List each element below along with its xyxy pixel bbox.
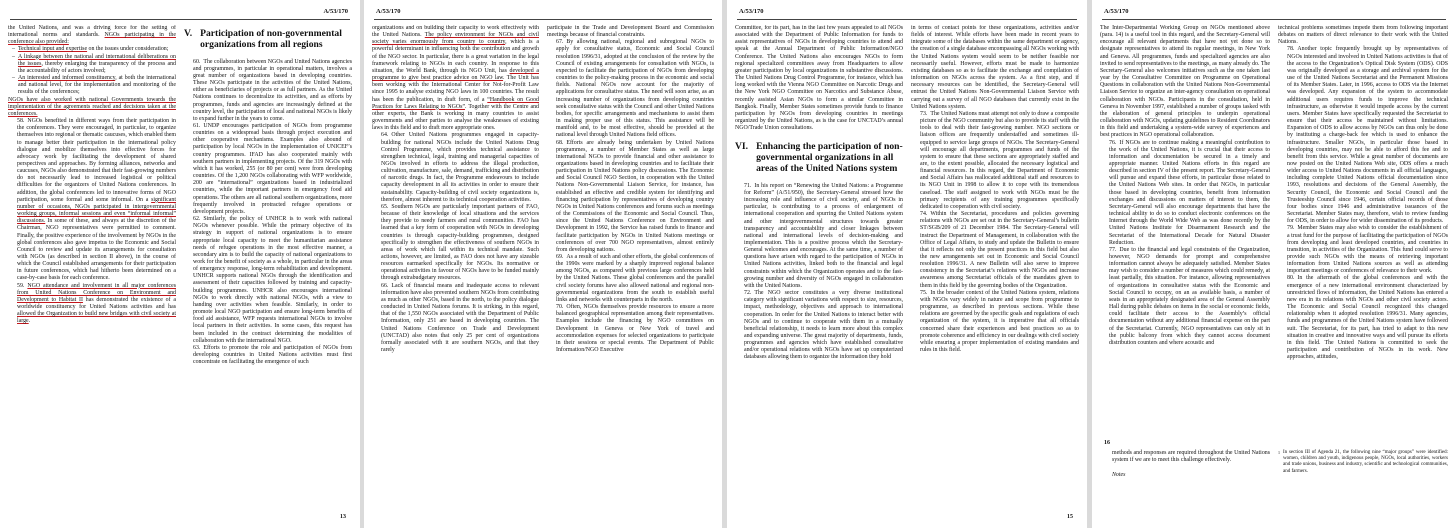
page-14-column-left (372, 25, 539, 508)
paragraph-65: 65. Southern NGOs are particularly important partners of FAO, because of their knowledge of local situations and the services they provide to needy farmers and rural communities. FAO has learned that a key form of cooperation with NGOs in developing countries is through capacity-building programmes, designed specifically to strengthen the effectiveness of southern NGOs in areas of work which fall within its technical mandate. Such actions, however, are limited, as FAO does not have any sizeable resources earmarked specifically for NGOs. Its normative or operational activities in favour of NGOs have to be funded mainly through extrabudgetary resources. (381, 203, 539, 282)
paragraph-76: 76. If NGOs are to continue making a meaningful contribution to the work of the United Nations, it is crucial that their access to information and documentation be secured in a timely and appropriate manner. United Nations efforts in this regard are described in section IV of the present report. The Secretary-General will pursue and expand these efforts, in particular those related to the United Nations Web sites. In order that NGOs, in particular those based in developing countries, benefit from information exchanges and discussions on matters of interest to them, the Secretary-General will also encourage departments that have the technical ability to do so to conduct electronic conferences on the Internet through the World Wide Web as was done recently by the United Nations Institute for Disarmament Research and the Secretariat of the International Decade for Natural Disaster Reduction. (1109, 139, 1270, 246)
paragraph-63-continued: organizations and on building their capacity to work effectively with the United Nations. The policy environment for NGOs and civil society varies enormously from country to country, which is a powerful determinant in influencing both the contribution and growth of the NGO sector. In particular, there is a great variation in the legal framework relating to NGOs in each country. In response to this situation, the World Bank, through its NGO Unit, has developed a programme to give best practice advice on NGO law. The Unit has been working with the International Center for Not-for-Profit Law since 1995 to analyse existing NGO laws in 100 countries. The result has been the publication, in draft form, of a “Handbook on Good Practices for Laws Relating to NGOs”. Together with the Centre and other experts, the Bank is working in many countries to assist governments and other parties to analyse the weaknesses of existing laws in this field and to draft more appropriate ones. (372, 25, 539, 132)
page-number: 15 (1067, 514, 1073, 520)
paragraph-58: 58. NGOs benefited in different ways from their participation in the conferences. They were encouraged, in particular, to organize themselves into regional or thematic caucuses, which enabled them to manage better their participation in the international policy dialogue and mobilize themselves into effective forces for advocacy work by facilitating the development of shared perspectives and approaches. By forming alliances, networks and caucuses, NGOs also demonstrated that their fast-growing numbers do not necessarily lead to increased logistical or political difficulties for the organizers of United Nations conferences. In addition, the global conferences led to innovative forms of NGO participation, some formal and some informal. On a significant number of occasions, NGOs participated in intergovernmental working groups, informal sessions and even “informal informal” discussions. In some of these, and always at the discretion of the Chairman, NGO representatives were permitted to comment. Finally, the positive experience of the involvement by NGOs in the global conferences also gave impetus to the Economic and Social Council to review and update its arrangements for consultation with NGOs (as described in section II above), in the course of which the Council established arrangements for their participation in future conferences, which had hitherto been determined on a case-by-case basis for each conference. (17, 118, 176, 282)
page-16-column-left (1100, 25, 1270, 434)
paragraph-80-end: methods and responses are required throughout the United Nations system if we are to meet this challenge effectively. (1112, 450, 1270, 464)
page-14 (364, 0, 722, 528)
paragraph-63: 63. Efforts to promote the role and participation of NGOs from developing countries in United Nations activities must first concentrate on facilitating the emergence of such (193, 344, 352, 366)
paragraph-62: 62. Similarly, the policy of UNHCR is to work with national NGOs whenever possible. While the primary objective of its strategy in support of national organizations is to ensure appropriate local capacity to meet the humanitarian assistance needs of refugee operations in the most effective manner, a secondary aim is to build the capacity of national organizations to work for the benefit of society as a whole, in particular in the areas of emergency response, long-term rehabilitation and development. UNHCR supports national NGOs through the identification and assessment of their capacities followed by training and capacity-building programmes. UNHCR also encourages international NGOs to work directly with national NGOs, with a view to handing over activities when feasible. Similarly, in order to promote local NGO participation and ensure long-term benefits of food aid assistance, WFP requests international NGOs to involve local partners in their activities. In some cases, this request has been included in the contract determining the modalities of collaboration with the international NGO. (193, 216, 352, 344)
highlight: NGOs have also worked with national Governments towards the implementation of the agreements reached and decisions taken at the conferences. (8, 96, 176, 117)
footnote-text: In section III of Agenda 21, the following nine “major groups” were identified: women, children and youth, indigenous people, NGOs, local authorities, workers and trade unions, business and industry, scientific and technological communities, and farmers. (1283, 450, 1448, 474)
section-heading: V. Participation of non-governmental organizations from all regions (184, 28, 342, 50)
paragraph-57-continued: the United Nations, and was a driving force for the setting of international norms and standards. NGOs participating in the conference also provided: (8, 25, 176, 46)
page-number: 13 (340, 514, 346, 520)
dash-bullet-icon: – (12, 53, 15, 60)
list-item: – A linkage between the national and international deliberations on the issues, thereby enlarging the transparency of the process and the accountability of actors involved; (12, 53, 176, 74)
dash-bullet-icon: – (12, 75, 15, 82)
paragraph-69: 69. As a result of such and other efforts, the global conferences of the 1990s were marked by a sharply improved regional balance among NGOs, as compared with previous large conferences held by the United Nations. These global conferences and the parallel civil society forums have also allowed national and regional non-governmental organizations from the south to establish useful links and networks with counterparts in the north. (556, 254, 714, 303)
paragraph-71: 71. In his report on “Renewing the United Nations: a Programme for Reform” (A/51/950), the Secretary-General stressed how the increasing role and influence of civil society, and of NGOs in particular, is contributing to a process of enlargement of international cooperation and spurring the United Nations system and other intergovernmental structures towards greater transparency and accountability and closer linkages between national and international levels of decision-making and implementation. This is a positive process which the Secretary-General welcomes and encourages. At the same time, a number of questions have arisen with regard to the participation of NGOs in United Nations activities, linked both to the financial and legal constraints within which the Organization operates and to the fast-growing number and diversity of NGOs engaged in collaboration with the United Nations. (744, 182, 903, 289)
footnote (1278, 440, 1448, 475)
page-13-column-left (8, 25, 176, 508)
page-13-column-right (184, 25, 352, 508)
paragraph-80: 80. In the aftermath of the global conferences and with the emergence of a new international environment characterized by unrestricted flows of information, the United Nations has entered a new era in its relations with NGOs and other civil society actors. The Economic and Social Council recognized this changed relationship when it adopted resolution 1996/31. Many agencies, funds and programmes of the United Nations system have followed suit. The Secretariat, for its part, has tried to adapt to this new situation in creative and innovative ways and will pursue its efforts in this field. The United Nations is committed to seek the participation and contribution of NGOs in its work. New approaches, attitudes, (1287, 275, 1448, 361)
section-heading: VI. Enhancing the participation of non-governmental organizations in all areas of the United Nations system (735, 141, 903, 174)
page-16-bottom-left (1100, 440, 1270, 528)
document-symbol: A/53/170 (376, 8, 401, 15)
paragraph-67: 67. By allowing national, regional and subregional NGOs to apply for consultative status, Economic and Social Council resolution 1996/31, adopted at the conclusion of the review by the Council of existing arrangements for consultation with NGOs, is expected to facilitate the participation of NGOs from developing countries to the policy-making process in the economic and social fields. National NGOs now account for the majority of applications for consultative status. The need will soon arise, as an increasing number of organizations from developing countries seek consultative status with the Council and other United Nations bodies, for specific arrangements and mechanisms to assist them in making proper use of this status. This assistance will be manifold and, to be most effective, should be provided at the national level through United Nations field offices. (556, 39, 714, 139)
paragraph-79: 79. Member States may also wish to consider the establishment of a trust fund for the purpose of facilitating the participation of NGOs from developing and least developed countries, and countries in transition, in activities of the Organization. This fund could serve to provide such NGOs with the means of retrieving important information from United Nations sources as well as attending important meetings or conferences of relevance to their work. (1287, 225, 1448, 275)
list-item: – Technical input and expertise on the issues under consideration; (12, 46, 169, 53)
paragraph-66-continued: participate in the Trade and Development Board and Commission meetings because of financial constraints. (547, 25, 714, 39)
highlight: The policy environment for NGOs and civil society varies enormously from country to country (372, 32, 539, 46)
paragraph-77-continued: technical problems sometimes impede them from following important debates on matters of direct relevance to their work with the United Nations. (1278, 25, 1448, 46)
page-15-column-right (911, 25, 1079, 508)
header-rule (374, 19, 712, 20)
notes-heading: Notes (1112, 472, 1126, 479)
page-number: 16 (1104, 440, 1110, 446)
highlight: “Handbook on Good Practices for Laws Relating to NGOs” (372, 96, 539, 110)
paragraph-78: 78. Another topic frequently brought up by representatives of NGOs interested and involved in United Nations activities is that of the access to the Organization’s Optical Disk System (ODS). ODS was originally developed as a storage and archival system for the use of the United Nations Secretariat and the Permanent Missions of its Member States. Later, in 1996, access to ODS via the Internet was developed. Any expansion of the system to accommodate additional users requires funds to improve the technical infrastructure, as otherwise it would impede access by the current users. Member States have specifically requested the Secretariat to ensure that their access be maintained without limitations. Expansion of ODS to allow access by NGOs can thus only be done by instituting a charge-back fee which is used to enhance the infrastructure. Smaller NGOs, in particular those based in developing countries, may not be able to afford this fee and to benefit from this service. While a great number of documents are now posted on the United Nations Web site, ODS offers a much wider access to United Nations documents in all official languages, including complete United Nations official documentation since 1993, resolutions and decisions of the General Assembly, the Security Council, the Economic and Social Council and the Trusteeship Council since 1946, certain official records of those four bodies since 1946 and administrative issuances of the Secretariat. Member States may, therefore, wish to review funding for ODS, in order to allow for wider dissemination of its products. (1287, 46, 1448, 225)
highlight: NGOs participating in the conference also provided: (8, 32, 176, 46)
paragraph-70-continued: Committee, for its part, has in the last few years appealed to all NGOs associated with the Department of Public Information for funds to assist representatives of NGOs in developing countries to attend and speak at the Annual Department of Public Information/NGO Conference. The United Nations also encourages NGOs to form regional specialized committees away from Headquarters to allow greater participation by local organizations in substantive discussions. The United Nations Drug Control Programme, for instance, which has long worked with the Vienna NGO Committee on Narcotic Drugs and the New York NGO Committee on Narcotics and Substance Abuse, recently assisted Asian NGOs to form a similar Committee in Bangkok. Finally, Member States sometimes provide funds to finance participation by NGOs from developing countries in meetings organized by the United Nations, as is the case for UNCTAD’s annual NGO/Trade Union consultations. (735, 25, 903, 132)
paragraph-72: 72. The NGO sector constitutes a very diverse institutional category with significant variations with respect to size, resources, impact, methodology, objectives and approach to international cooperation. In order for the United Nations to interact better with NGOs and to continue to cooperate with them in a mutually beneficial relationship, it needs to learn more about this complex and expanding universe. The great majority of departments, funds, programmes and agencies which have established consultative and/or operational relations with NGOs have set up computerized databases allowing them to organize the information they hold (744, 290, 903, 361)
paragraph-68: 68. Efforts are already being undertaken by United Nations programmes, a number of Member States as well as large international NGOs to provide financial and other assistance to organizations based in developing countries and to facilitate their participation in United Nations policy discussions. The Economic and Social Council NGO Section, in cooperation with the United Nations Non-Governmental Liaison Service, for instance, has established an effective and credible system for identifying and financing participation by representatives of developing country NGOs in United Nations conferences and forums such as meetings of the Commissions of the Economic and Social Council. Thus, since the United Nations Conference on Environment and Development in 1992, the Service has raised funds to finance and facilitate participation by NGOs in United Nations meetings or conferences of over 700 NGO representatives, almost entirely from developing nations. (556, 139, 714, 253)
highlight: allowed the Organization to build new bridges with civil society at large (17, 311, 176, 325)
paragraph-77: 77. Due to the financial and legal constraints of the Organization, however, NGO demands for prompt and comprehensive information cannot always be adequately satisfied. Member States may wish to consider a number of measures which could remedy, at least partially, this situation. For instance, allowing representatives of organizations in consultative status with the Economic and Social Council to occupy, on an as available basis, a number of seats in an appropriately designated area of the General Assembly Hall during public debates on items in the social or economic fields, could facilitate their access to the Assembly’s official documentation without any additional financial expense on the part of the Secretariat. Currently, NGO representatives can only sit in the public balcony from which they cannot access document distribution counters and where acoustic and (1109, 246, 1270, 346)
highlight: significant number of occasions, NGOs participated in intergovernmental working groups, informal sessions and even “informal informal” discussions. (17, 196, 176, 225)
dash-bullet-icon: – (12, 46, 15, 53)
page-13 (0, 0, 360, 528)
page-16 (1092, 0, 1456, 528)
paragraph-75-continued: The Inter-Departmental Working Group on NGOs mentioned above (para. 14) is a useful tool in this regard, and the Secretary-General will encourage all relevant departments that have not yet done so to designate representatives to attend its regular meetings, in New York and Geneva. All programmes, funds and specialized agencies are also invited to send representatives to the meetings, as many already do. The Secretary-General also welcomes initiatives such as the one taken last year by the Consultative Committee on Programme on Operational Questions in collaboration with the United Nations Non-Governmental Liaison Service to organize an inter-agency consultation on operational collaboration with NGOs. Participants in the consultation, held in Geneva in November 1997, established a number of groups tasked with the elaboration of general principles to underpin operational collaboration with NGOs, updating guidelines to Resident Coordinators in this field and undertaking a system-wide survey of experiences and best practices in NGO operational collaboration. (1100, 25, 1270, 139)
highlight: An interested and informed constituency (17, 75, 116, 82)
page-15 (727, 0, 1087, 528)
header-rule (737, 19, 1077, 20)
paragraph-61: 61. UNDP encourages participation of NGOs from programme countries on a widespread basis through project execution and other cooperative mechanisms. Examples also abound of participation by local NGOs in the implementation of UNICEF’s country programmes. IFAD has also cooperated mainly with southern partners in implementing projects. Of the 319 NGOs with which it has worked, 255 (or 80 per cent) were from developing countries. Of the 1,200 NGOs collaborating with WFP worldwide, 200 are “international” organizations based in industrialized countries, while the important partners in emergency food aid operations. The others are all national southern organizations, more frequently involved in protracted refugee operations or development projects. (193, 123, 352, 215)
highlight: A linkage between the national and international deliberations on the issues (17, 53, 176, 67)
page-15-column-left (735, 25, 903, 508)
highlight: developed a programme to give best practice advice on NGO law (372, 67, 539, 82)
document-symbol: A/53/170 (739, 8, 764, 15)
paragraph-75: 75. In the broader context of the United Nations system, relations with NGOs vary widely in nature and scope from programme to programme, as described in previous sections. While these relations are governed by the specific goals and regulations of each organization of the system, it is imperative that all officials concerned share their experiences and best practices so as to promote coherence and efficiency in our dealings with civil society while ensuring a proper implementation of existing mandates and rules in this field. (920, 289, 1079, 354)
paragraph-59: 59. NGO attendance and involvement in all major conferences from United Nations Conference on Environment and Development to Habitat II has demonstrated the existence of a worldwide constituency for United Nations activities and has allowed the Organization to build new bridges with civil society at large. (17, 282, 176, 325)
paragraph-70: 70. Often, NGOs themselves provide resources to ensure a more balanced geographical representation among their representatives. Examples include the financing by NGO committees on Development in Geneva or New York of travel and accommodation expenses for selected organizations to participate in their sessions or special events. The Department of Public Information/NGO Executive (556, 304, 714, 354)
paragraph-66: 66. Lack of financial means and inadequate access to relevant information have also prevented southern NGOs from contributing as much as other NGOs, based in the north, to the policy dialogue conducted in United Nations forums. It is striking, in this regard, that of the 1,550 NGOs associated with the Department of Public Information, only 251 are based in developing countries. The United Nations Conference on Trade and Development (UNCTAD) also notes that only 25 per cent of organizations formally associated with it are southern NGOs, and that they rarely (381, 282, 539, 354)
page-16-bottom-right (1278, 440, 1448, 528)
paragraph-74: 74. Within the Secretariat, procedures and policies governing relations with NGOs are set out in the Secretary-General’s bulletin ST/SGB/209 of 21 December 1984. The Secretary-General will instruct the Department of Management, in collaboration with the Office of Legal Affairs, to study and update the Bulletin to ensure that it reflects not only the present practices in this field but also the new arrangements set out in Economic and Social Council resolution 1996/31. A new Bulletin will also serve to improve consistency in the Secretariat’s relations with NGOs and increase awareness among Secretariat officials of the mandates given to them in this field by the governing bodies of the Organization. (920, 211, 1079, 289)
page-14-column-right (547, 25, 714, 508)
list-item: – An interested and informed constituency, at both the international and national level, for the implementation and monitoring of the results of the conferences; (12, 75, 176, 96)
paragraph-60: 60. The collaboration between NGOs and United Nations agencies and programmes, in particular in operational matters, involves a great number of organizations based in developing countries. These NGOs participate in the activities of the United Nations, either as beneficiaries of projects or as full partners. As the United Nations continues to decentralize its activities, and as efforts by programmes, funds and agencies are increasingly defined at the country level, the participation of local and national NGOs is likely to expand further in the years to come. (193, 58, 352, 122)
paragraph-73: 73. The United Nations must attempt not only to draw a composite picture of the NGO community but also to provide its staff with the tools to deal with their fast-growing number. NGO sections or liaison offices are frequently understaffed and sometimes ill-equipped to service large groups of NGOs. The Secretary-General will encourage all departments, programmes and funds of the system to ensure that these sections are appropriately staffed and are, to the extent possible, allocated the necessary logistical and financial resources. In this regard, the Department of Economic and Social Affairs has reallocated additional staff and resources to its NGO Unit in 1998 to allow it to cope with its tremendous caseload. The staff assigned to work with NGOs must be the primary recipients of any training programmes specifically dedicated to cooperation with civil society. (920, 110, 1079, 210)
header-rule (10, 19, 350, 20)
paragraph-72-continued: in terms of contact points for these organizations, activities and/or fields of interest. While efforts have been made in recent years to integrate some of the databases within the same department or agency, the creation of a single database encompassing all NGOs working with the United Nations system would seem to be neither feasible nor necessarily useful. However, efforts must be made to harmonize existing databases so as to facilitate the exchange and compilation of information on NGOs across the system. As a first step, and if necessary resources can be identified, the Secretary-General will entrust the United Nations Non-Governmental Liaison Service with carrying out a survey of all NGO databases that currently exist in the United Nations system. (911, 25, 1079, 110)
document-symbol: A/53/170 (1104, 8, 1129, 15)
document-symbol: A/53/170 (323, 8, 348, 15)
page-16-column-right (1278, 25, 1448, 434)
highlight: Technical input and expertise (17, 46, 88, 53)
footnote-mark: 1 (1278, 450, 1280, 455)
header-rule (1102, 19, 1446, 20)
paragraph-64: 64. Other United Nations programmes engaged in capacity-building for national NGOs include the United Nations Drug Control Programme, which provides technical assistance to strengthen technical, legal, training and managerial capacities of NGOs involved in efforts to address the illegal production, cultivation, manufacture, sale, demand, trafficking and distribution of narcotic drugs. In fact, the Programme endeavours to include capacity development in all its activities in order to ensure their sustainability. Capacity-building of civil society organizations is, therefore, almost inherent to its technical cooperation activities. (381, 132, 539, 203)
highlight: NGO attendance and involvement in all major conferences from United Nations Conference on Environment and Development to Habitat II (17, 282, 176, 303)
paragraph-57-end (8, 97, 176, 118)
